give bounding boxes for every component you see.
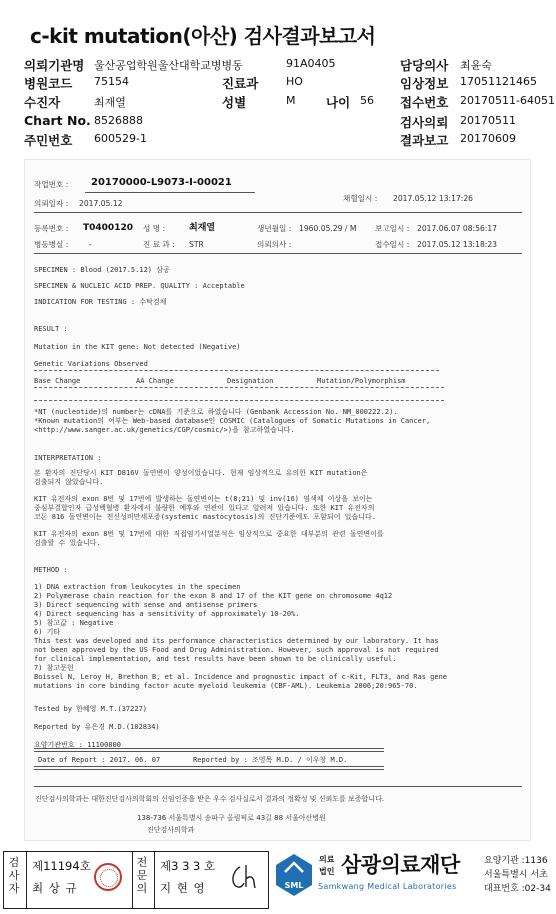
- value-hospital-code: 75154: [94, 75, 129, 88]
- divider: [34, 253, 522, 254]
- label-receipt-no: 접수번호: [400, 95, 449, 110]
- label-sex: 성별: [222, 95, 247, 110]
- tester-name: 최 상 규: [32, 881, 78, 895]
- name-label: 성 명 :: [143, 224, 166, 233]
- label-patient: 수진자: [24, 95, 61, 110]
- signature-image: [224, 861, 260, 895]
- reported-by-2: Reported by : 조영목 M.D. / 이우창 M.D.: [193, 756, 348, 764]
- label-institution: 의뢰기관명: [24, 58, 85, 73]
- recv-label: 접수일시 :: [375, 240, 410, 249]
- divider: [34, 370, 439, 371]
- interpretation-heading: INTERPRETATION :: [34, 454, 102, 462]
- method-line: 6) 기타: [34, 628, 61, 636]
- divider: [34, 387, 444, 388]
- report-dt-label: 보고일시 :: [375, 224, 410, 233]
- label-hospital-code: 병원코드: [24, 76, 73, 91]
- date-of-report: Date of Report : 2017. 06. 07: [38, 756, 161, 764]
- method-line: for clinical implementation, and test results have been shown to be clinically useful.: [34, 655, 397, 663]
- col-designation: Designation: [227, 377, 274, 385]
- tester-license-no: 제11194호: [32, 859, 91, 873]
- ward-label: 병동병실 :: [34, 240, 69, 249]
- method-line: This test was developed and its performance characteristics determined by our laboratory. It has: [34, 637, 439, 645]
- collect-datetime: 2017.05.12 13:17:26: [393, 194, 473, 203]
- divider: [34, 751, 384, 752]
- scanned-report: [25, 160, 530, 840]
- recv-datetime: 2017.05.12 13:18:23: [417, 240, 497, 249]
- result-heading: RESULT :: [34, 325, 68, 333]
- value-chart-no: 8526888: [94, 114, 143, 127]
- address-line: 서울특별시 서초: [484, 870, 548, 880]
- value-department: HO: [286, 75, 303, 88]
- specialist-license-no: 제3 3 3 호: [160, 859, 216, 873]
- label-result-report: 결과보고: [400, 133, 449, 148]
- divider: [34, 748, 384, 749]
- interp-line: 검출되지 않았습니다.: [34, 478, 104, 486]
- indication: INDICATION FOR TESTING : 수탁검체: [34, 298, 167, 306]
- specialist-vertical-label: 전문의: [136, 856, 148, 895]
- sml-logo-icon: [272, 851, 316, 899]
- tester-vertical-label: 검사자: [8, 856, 20, 895]
- specimen-quality: SPECIMEN & NUCLEIC ACID PREP. QUALITY : Acceptable: [34, 282, 245, 290]
- underline: [85, 192, 255, 193]
- company-english-name: Samkwang Medical Laboratories: [318, 882, 457, 891]
- reg-label: 등록번호 :: [34, 224, 69, 233]
- interp-line: 검출할 수 있습니다.: [34, 539, 101, 547]
- report-datetime: 2017.06.07 08:56:17: [417, 224, 497, 233]
- label-test-request: 검사의뢰: [400, 115, 449, 130]
- req-date: 2017.05.12: [79, 199, 123, 208]
- phone-line: 대표번호 :02-34: [484, 884, 551, 894]
- tested-by: Tested by 한혜영 M.T.(37227): [34, 705, 148, 713]
- col-base-change: Base Change: [34, 377, 81, 385]
- divider: [34, 766, 384, 767]
- interp-line: KIT 유전자의 exon 8번 및 17번에 대한 직접염기서열분석은 임상적으로 중요한 대부분의 관련 돌연변이를: [34, 530, 384, 538]
- divider: [34, 212, 522, 213]
- certification-text: 진단검사의학과는 대한진단검사의학회의 신임인증을 받은 우수 검사실로서 결과의 정확성 및 신뢰도를 보증합니다.: [35, 795, 385, 803]
- label-clinical-info: 임상정보: [400, 76, 449, 91]
- label-resident-no: 주민번호: [24, 133, 73, 148]
- col-aa-change: AA Change: [136, 377, 174, 385]
- corp-label-2: 법인: [319, 867, 335, 876]
- interp-line: 중심부결합인자 급성백혈병 환자에서 불량한 예후와 연관이 있다고 알려져 있습니다. 또한 KIT 유전자의: [34, 504, 375, 512]
- method-line: not been approved by the US Food and Drug Administration. However, such approval is not required: [34, 646, 439, 654]
- req-date-label: 의뢰일자 :: [34, 199, 69, 208]
- note-line: <http://www.sanger.ac.uk/genetics/CGP/cosmic/>)을 참고하였습니다.: [34, 426, 295, 434]
- label-age: 나이: [326, 95, 351, 110]
- value-resident-no: 600529-1: [94, 132, 147, 145]
- interp-line: 코돈 816 돌연변이는 전신성비만세포증(systemic mastocytosis)의 진단기준에도 포함되어 있습니다.: [34, 513, 376, 521]
- method-line: 5) 참고값 : Negative: [34, 619, 114, 627]
- method-line: 2) Polymerase chain reaction for the exon 8 and 17 of the KIT gene on chromosome 4q12: [34, 592, 393, 600]
- footer-signatures: [0, 847, 556, 914]
- reported-by: Reported by 유은경 M.D.(102834): [34, 723, 160, 731]
- institution-code: 요양기관 :1136: [484, 856, 548, 866]
- method-line: 3) Direct sequencing with sense and antisense primers: [34, 601, 258, 609]
- value-ward-code: 91A0405: [286, 57, 336, 70]
- value-receipt-no: 20170511-64051: [460, 94, 555, 107]
- collect-label: 채혈일시 :: [343, 194, 378, 203]
- value-sex: M: [286, 94, 296, 107]
- corp-label-1: 의료: [319, 855, 335, 864]
- svg-text:SML: SML: [284, 881, 304, 890]
- value-clinical-info: 17051121465: [460, 75, 537, 88]
- value-age: 56: [360, 94, 374, 107]
- tester-seal: [94, 863, 122, 891]
- ward: -: [89, 240, 92, 249]
- label-doctor: 담당의사: [400, 58, 449, 73]
- result-text: Mutation in the KIT gene: Not detected (Negative): [34, 343, 241, 351]
- value-institution: 울산공업학원울산대학교병병동: [94, 59, 243, 72]
- method-line: Boissel N, Leroy H, Brethon B, et al. Incidence and prognostic impact of c-Kit, FLT3, and Ras gene: [34, 673, 448, 681]
- label-department: 진료과: [222, 76, 259, 91]
- dept-label: 진 료 과 :: [143, 240, 175, 249]
- interp-line: KIT 유전자의 exon 8번 및 17번에 발생하는 돌연변이는 t(8;21) 및 inv(16) 염색체 이상을 보이는: [34, 495, 373, 503]
- birth-label: 생년월일 :: [257, 224, 292, 233]
- work-no-label: 작업번호 :: [34, 180, 69, 189]
- method-line: 1) DNA extraction from leukocytes in the specimen: [34, 583, 241, 591]
- genetic-variations-heading: Genetic Variations Observed: [34, 360, 148, 368]
- label-chart-no: Chart No.: [24, 113, 91, 128]
- page-title: c-kit mutation(아산) 검사결과보고서: [30, 24, 376, 48]
- method-line: 4) Direct sequencing has a sensitivity of approximately 10-20%.: [34, 610, 300, 618]
- note-line: *Known mutation의 여부는 Web-based database인 COSMIC (Catalogues of Somatic Mutations in Cancer,: [34, 417, 431, 425]
- reg-no: T0400120: [83, 223, 133, 233]
- work-no: 20170000-L9073-I-00021: [91, 177, 232, 188]
- value-test-request: 20170511: [460, 114, 516, 127]
- divider: [34, 400, 444, 401]
- interp-line: 본 환자의 진단당시 KIT D816V 돌연변이 양성이었습니다. 현재 임상적으로 유의한 KIT mutation은: [34, 469, 368, 477]
- value-result-report: 20170609: [460, 132, 516, 145]
- specialist-name: 지 현 영: [160, 881, 206, 895]
- lab-dept: 진단검사의학과: [147, 826, 195, 834]
- method-heading: METHOD :: [34, 566, 68, 574]
- birth: 1960.05.29 / M: [299, 224, 357, 233]
- specimen: SPECIMEN : Blood (2017.5.12) 삼공: [34, 266, 170, 274]
- divider: [34, 769, 384, 770]
- lab-address: 138-736 서울특별시 송파구 올림픽로 43길 88 서울아산병원: [137, 814, 326, 822]
- value-patient: 최재열: [94, 96, 126, 109]
- note-line: *NT (nucleotide)의 number는 cDNA를 기준으로 하였습니다 (Genbank Accession No. NM_000222.2).: [34, 408, 398, 416]
- value-doctor: 최윤숙: [460, 59, 492, 72]
- divider: [34, 786, 522, 787]
- company-name: 삼광의료재단: [341, 853, 460, 877]
- method-line: mutations in core binding factor acute myeloid leukemia (CBF-AML). Leukemia 2006;20:965-70.: [34, 682, 418, 690]
- col-mutation: Mutation/Polymorphism: [317, 377, 406, 385]
- method-line: 7) 참고문헌: [34, 664, 74, 672]
- doctor-label: 의뢰의사 :: [257, 240, 292, 249]
- requester-no: 요양기관번호 : 11100800: [34, 741, 121, 749]
- dept: STR: [189, 240, 204, 249]
- patient-name: 최재열: [189, 223, 216, 233]
